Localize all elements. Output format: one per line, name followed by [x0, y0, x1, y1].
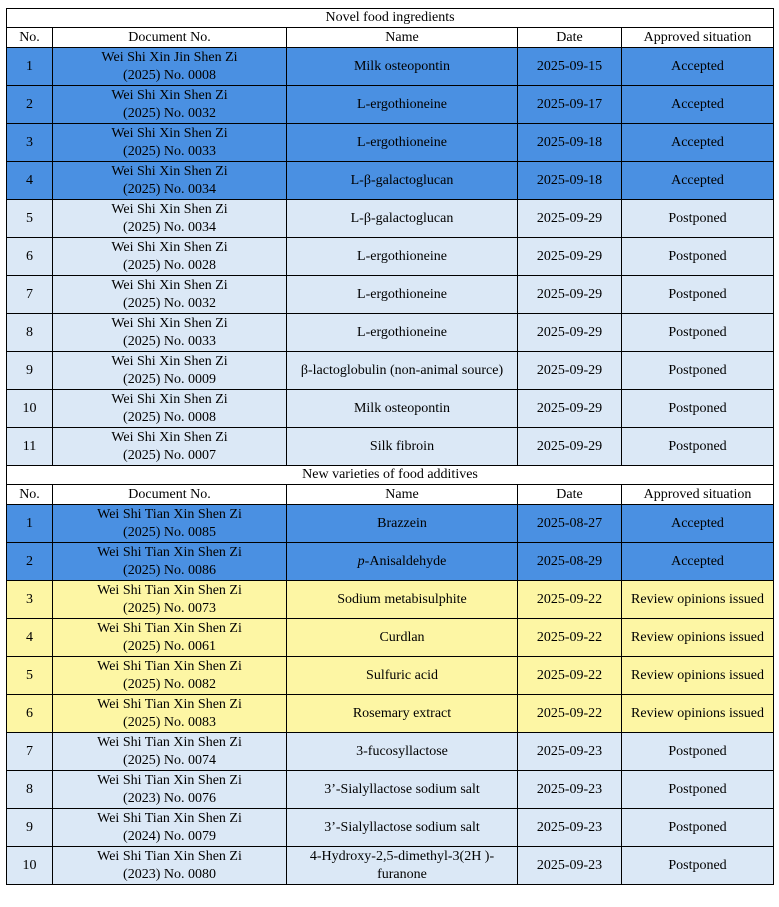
date: 2025-09-22 [518, 619, 622, 657]
document-number [53, 390, 287, 428]
table-row [7, 238, 774, 276]
row-number: 7 [7, 733, 53, 771]
row-number: 4 [7, 162, 53, 200]
document-number-line2: (2025) No. 0009 [123, 371, 216, 387]
document-number [53, 771, 287, 809]
document-number-line2: (2025) No. 0034 [123, 219, 216, 235]
date: 2025-08-29 [518, 543, 622, 581]
document-number-line2: (2025) No. 0061 [123, 638, 216, 654]
date: 2025-09-17 [518, 86, 622, 124]
document-number-line1: Wei Shi Xin Jin Shen Zi [101, 49, 238, 65]
document-number-line1: Wei Shi Xin Shen Zi [111, 201, 228, 217]
ingredient-name [287, 809, 518, 847]
approval-status: Postponed [622, 314, 774, 352]
date: 2025-09-22 [518, 657, 622, 695]
approval-status: Postponed [622, 733, 774, 771]
approval-status: Postponed [622, 238, 774, 276]
ingredient-name-text: Sulfuric acid [366, 667, 438, 683]
column-header-row [7, 485, 774, 505]
ingredient-name [287, 48, 518, 86]
row-number: 11 [7, 428, 53, 466]
section-title-row [7, 466, 774, 485]
row-number: 5 [7, 657, 53, 695]
ingredient-name-text: L-ergothioneine [357, 324, 447, 340]
ingredient-name [287, 428, 518, 466]
col-header-document-no: Document No. [53, 28, 287, 48]
row-number: 3 [7, 581, 53, 619]
table-row [7, 581, 774, 619]
ingredient-name [287, 619, 518, 657]
ingredient-name [287, 581, 518, 619]
date: 2025-09-23 [518, 847, 622, 885]
ingredient-name-text: L-ergothioneine [357, 248, 447, 264]
document-number-line1: Wei Shi Xin Shen Zi [111, 277, 228, 293]
row-number: 6 [7, 695, 53, 733]
table-row [7, 543, 774, 581]
table-row [7, 733, 774, 771]
date: 2025-09-29 [518, 276, 622, 314]
document-number-line1: Wei Shi Tian Xin Shen Zi [97, 810, 242, 826]
section-title: New varieties of food additives [7, 466, 774, 485]
document-number [53, 352, 287, 390]
document-number [53, 276, 287, 314]
section-title: Novel food ingredients [7, 9, 774, 28]
section-title-row [7, 9, 774, 28]
ingredient-name-text: Milk osteopontin [353, 400, 451, 416]
table-row [7, 86, 774, 124]
approvals-table-body [7, 9, 774, 885]
document-number-line1: Wei Shi Tian Xin Shen Zi [97, 582, 242, 598]
table-row [7, 352, 774, 390]
table-row [7, 314, 774, 352]
table-row [7, 695, 774, 733]
row-number: 6 [7, 238, 53, 276]
document-number-line1: Wei Shi Xin Shen Zi [111, 239, 228, 255]
ingredient-name-text: Milk osteopontin [353, 58, 451, 74]
row-number: 5 [7, 200, 53, 238]
table-row [7, 200, 774, 238]
document-number-line1: Wei Shi Tian Xin Shen Zi [97, 658, 242, 674]
document-number-line1: Wei Shi Xin Shen Zi [111, 125, 228, 141]
ingredient-name [287, 847, 518, 885]
document-number-line1: Wei Shi Tian Xin Shen Zi [97, 506, 242, 522]
ingredient-name-text: 4-Hydroxy-2,5-dimethyl-3(2H )-furanone [309, 848, 495, 882]
table-row [7, 428, 774, 466]
table-row [7, 48, 774, 86]
row-number: 2 [7, 86, 53, 124]
col-header-name: Name [287, 28, 518, 48]
document-number [53, 238, 287, 276]
ingredient-name [287, 86, 518, 124]
col-header-no: No. [7, 485, 53, 505]
approvals-table [6, 8, 774, 885]
table-row [7, 162, 774, 200]
ingredient-name [287, 352, 518, 390]
document-number [53, 86, 287, 124]
approval-status: Review opinions issued [622, 619, 774, 657]
approval-status: Accepted [622, 505, 774, 543]
ingredient-name-italic-prefix: p [357, 553, 365, 569]
row-number: 8 [7, 314, 53, 352]
row-number: 7 [7, 276, 53, 314]
col-header-date: Date [518, 28, 622, 48]
column-header-row [7, 28, 774, 48]
ingredient-name [287, 200, 518, 238]
table-row [7, 276, 774, 314]
ingredient-name-text: Brazzein [377, 515, 427, 531]
date: 2025-09-29 [518, 314, 622, 352]
table-row [7, 390, 774, 428]
document-number-line2: (2025) No. 0032 [123, 105, 216, 121]
ingredient-name [287, 390, 518, 428]
ingredient-name [287, 238, 518, 276]
row-number: 10 [7, 847, 53, 885]
approval-status: Postponed [622, 847, 774, 885]
ingredient-name-text: 3’-Sialyllactose sodium salt [324, 781, 480, 797]
ingredient-name [287, 733, 518, 771]
row-number: 10 [7, 390, 53, 428]
date: 2025-09-29 [518, 390, 622, 428]
approval-status: Postponed [622, 771, 774, 809]
date: 2025-09-29 [518, 200, 622, 238]
col-header-name: Name [287, 485, 518, 505]
document-number-line2: (2023) No. 0076 [123, 790, 216, 806]
ingredient-name [287, 695, 518, 733]
document-number [53, 428, 287, 466]
document-number [53, 619, 287, 657]
ingredient-name [287, 276, 518, 314]
document-number-line1: Wei Shi Tian Xin Shen Zi [97, 620, 242, 636]
document-number [53, 733, 287, 771]
document-number [53, 200, 287, 238]
document-number-line1: Wei Shi Tian Xin Shen Zi [97, 734, 242, 750]
approval-status: Postponed [622, 352, 774, 390]
document-number-line2: (2025) No. 0028 [123, 257, 216, 273]
document-number-line2: (2025) No. 0033 [123, 143, 216, 159]
document-number-line2: (2025) No. 0008 [123, 67, 216, 83]
document-number-line2: (2025) No. 0073 [123, 600, 216, 616]
document-number [53, 543, 287, 581]
document-number [53, 847, 287, 885]
table-row [7, 505, 774, 543]
document-number [53, 162, 287, 200]
row-number: 9 [7, 352, 53, 390]
document-number [53, 657, 287, 695]
document-number-line2: (2025) No. 0074 [123, 752, 216, 768]
ingredient-name-text: 3-fucosyllactose [356, 743, 448, 759]
ingredient-name-text: L-ergothioneine [357, 286, 447, 302]
col-header-document-no: Document No. [53, 485, 287, 505]
approval-status: Postponed [622, 428, 774, 466]
approval-status: Review opinions issued [622, 581, 774, 619]
date: 2025-09-22 [518, 581, 622, 619]
row-number: 9 [7, 809, 53, 847]
ingredient-name-text: Sodium metabisulphite [337, 591, 467, 607]
row-number: 2 [7, 543, 53, 581]
document-number-line2: (2025) No. 0034 [123, 181, 216, 197]
col-header-approved-situation: Approved situation [622, 485, 774, 505]
ingredient-name-text: β-lactoglobulin (non-animal source) [300, 362, 504, 378]
document-number [53, 124, 287, 162]
date: 2025-09-29 [518, 238, 622, 276]
document-number-line1: Wei Shi Xin Shen Zi [111, 87, 228, 103]
ingredient-name [287, 314, 518, 352]
ingredient-name [287, 162, 518, 200]
ingredient-name-text: L-β-galactoglucan [350, 172, 454, 188]
table-row [7, 771, 774, 809]
document-number-line2: (2025) No. 0085 [123, 524, 216, 540]
approval-status: Postponed [622, 200, 774, 238]
col-header-date: Date [518, 485, 622, 505]
ingredient-name [287, 505, 518, 543]
ingredient-name [287, 771, 518, 809]
date: 2025-09-29 [518, 428, 622, 466]
document-number-line1: Wei Shi Tian Xin Shen Zi [97, 848, 242, 864]
document-number-line2: (2025) No. 0083 [123, 714, 216, 730]
approval-status: Review opinions issued [622, 695, 774, 733]
ingredient-name-text: Silk fibroin [369, 438, 435, 454]
document-number-line1: Wei Shi Xin Shen Zi [111, 391, 228, 407]
table-row [7, 124, 774, 162]
date: 2025-09-23 [518, 809, 622, 847]
document-number [53, 581, 287, 619]
row-number: 3 [7, 124, 53, 162]
col-header-no: No. [7, 28, 53, 48]
document-number-line2: (2025) No. 0007 [123, 447, 216, 463]
ingredient-name-text: 3’-Sialyllactose sodium salt [324, 819, 480, 835]
document-number [53, 314, 287, 352]
document-number-line1: Wei Shi Xin Shen Zi [111, 163, 228, 179]
date: 2025-09-29 [518, 352, 622, 390]
date: 2025-09-23 [518, 771, 622, 809]
document-number-line1: Wei Shi Xin Shen Zi [111, 353, 228, 369]
approval-status: Accepted [622, 543, 774, 581]
document-number-line1: Wei Shi Tian Xin Shen Zi [97, 544, 242, 560]
table-row [7, 619, 774, 657]
document-number-line2: (2025) No. 0008 [123, 409, 216, 425]
ingredient-name-text: -Anisaldehyde [364, 553, 447, 569]
document-number-line1: Wei Shi Tian Xin Shen Zi [97, 696, 242, 712]
approvals-table-wrapper [6, 8, 773, 885]
table-row [7, 847, 774, 885]
approval-status: Accepted [622, 124, 774, 162]
ingredient-name [287, 657, 518, 695]
table-row [7, 657, 774, 695]
ingredient-name [287, 124, 518, 162]
ingredient-name-text: Rosemary extract [352, 705, 452, 721]
approval-status: Postponed [622, 390, 774, 428]
ingredient-name-text: L-ergothioneine [357, 134, 447, 150]
document-number-line1: Wei Shi Tian Xin Shen Zi [97, 772, 242, 788]
ingredient-name-text: Curdlan [379, 629, 425, 645]
approval-status: Accepted [622, 48, 774, 86]
date: 2025-09-18 [518, 162, 622, 200]
approval-status: Accepted [622, 86, 774, 124]
date: 2025-09-15 [518, 48, 622, 86]
document-number-line2: (2025) No. 0086 [123, 562, 216, 578]
approval-status: Accepted [622, 162, 774, 200]
document-number-line2: (2024) No. 0079 [123, 828, 216, 844]
document-number [53, 695, 287, 733]
table-row [7, 809, 774, 847]
document-number-line2: (2023) No. 0080 [123, 866, 216, 882]
ingredient-name-text: L-ergothioneine [357, 96, 447, 112]
document-number [53, 505, 287, 543]
document-number [53, 809, 287, 847]
document-number-line1: Wei Shi Xin Shen Zi [111, 429, 228, 445]
date: 2025-09-23 [518, 733, 622, 771]
document-number-line2: (2025) No. 0033 [123, 333, 216, 349]
row-number: 4 [7, 619, 53, 657]
approval-status: Review opinions issued [622, 657, 774, 695]
col-header-approved-situation: Approved situation [622, 28, 774, 48]
document-number [53, 48, 287, 86]
row-number: 1 [7, 48, 53, 86]
ingredient-name [287, 543, 518, 581]
row-number: 8 [7, 771, 53, 809]
document-number-line1: Wei Shi Xin Shen Zi [111, 315, 228, 331]
date: 2025-09-18 [518, 124, 622, 162]
date: 2025-09-22 [518, 695, 622, 733]
approval-status: Postponed [622, 276, 774, 314]
document-number-line2: (2025) No. 0032 [123, 295, 216, 311]
row-number: 1 [7, 505, 53, 543]
document-number-line2: (2025) No. 0082 [123, 676, 216, 692]
approval-status: Postponed [622, 809, 774, 847]
date: 2025-08-27 [518, 505, 622, 543]
ingredient-name-text: L-β-galactoglucan [350, 210, 454, 226]
